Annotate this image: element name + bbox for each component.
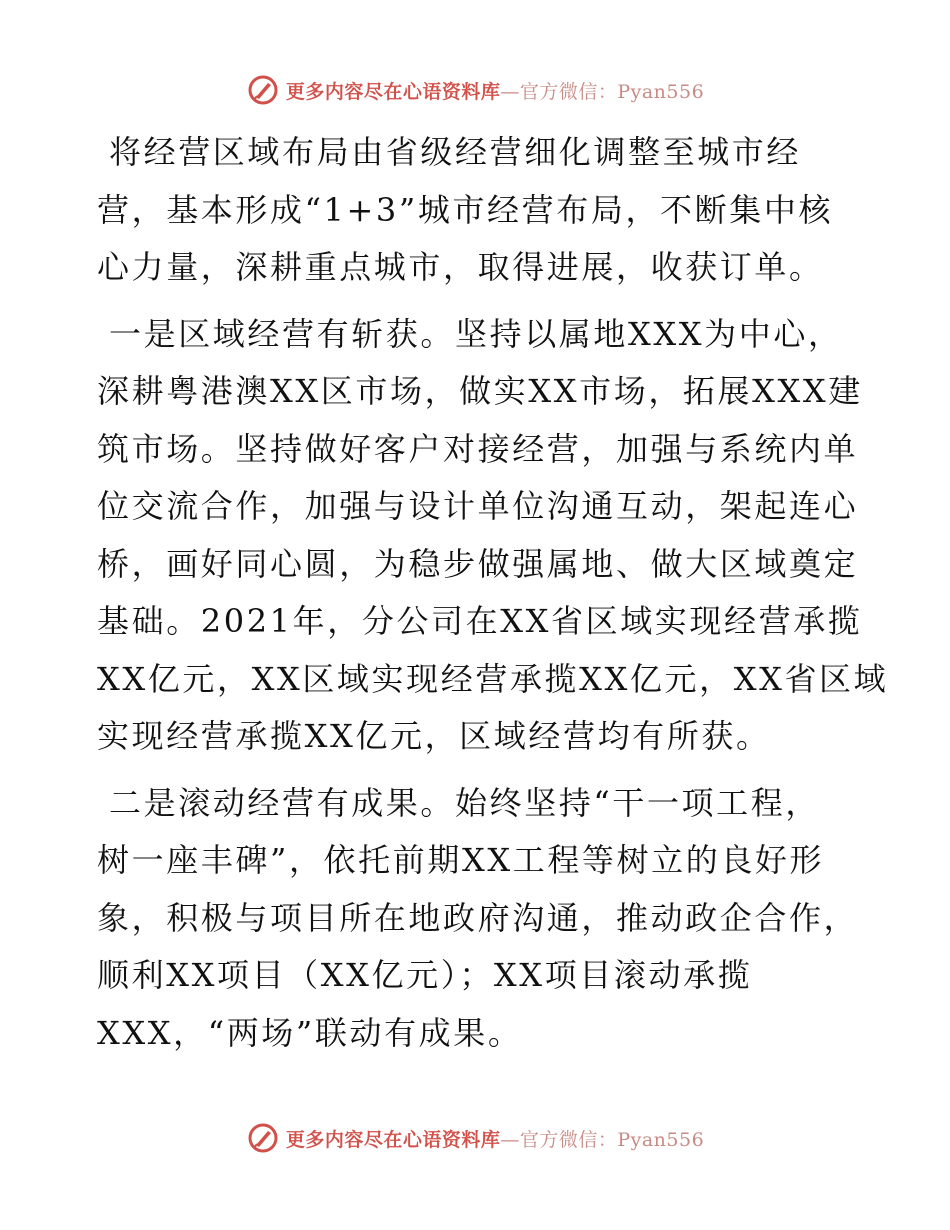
watermark-brand: 更多内容尽在心语资料库 <box>285 1128 501 1151</box>
text-line: XX亿元，XX区域实现经营承揽XX亿元，XX省区域 <box>97 659 889 698</box>
text-line: 实现经营承揽XX亿元，区域经营均有所获。 <box>97 717 771 755</box>
text-line: XXX，“两场”联动有成果。 <box>97 1013 523 1052</box>
text-line: 将经营区域布局由省级经营细化调整至城市经 <box>109 133 802 171</box>
text-line: 二是滚动经营有成果。始终坚持“干一项工程， <box>109 783 820 822</box>
text-line: 营，基本形成“1+3”城市经营布局，不断集中核 <box>97 190 834 229</box>
watermark-dash: — <box>500 80 520 103</box>
text-line: 深耕粤港澳XX区市场，做实XX市场，拓展XXX建 <box>97 372 863 410</box>
watermark-text <box>286 77 704 104</box>
text-line: 一是区域经营有斩获。坚持以属地XXX为中心， <box>109 314 843 353</box>
text-line: 顺利XX项目（XX亿元）；XX项目滚动承揽 <box>97 956 753 994</box>
paragraph-2 <box>97 306 889 766</box>
paragraph-3 <box>97 775 857 1063</box>
text-line: 基础。2021年，分公司在XX省区域实现经营承揽 <box>97 602 863 640</box>
text-line: 桥，画好同心圆，为稳步做强属地、做大区域奠定 <box>97 544 859 583</box>
header-watermark <box>0 70 950 110</box>
watermark-dash: — <box>500 1128 520 1151</box>
text-line: 心力量，深耕重点城市，取得进展，收获订单。 <box>97 248 824 286</box>
watermark-brand: 更多内容尽在心语资料库 <box>285 80 501 103</box>
text-line: 筑市场。坚持做好客户对接经营，加强与系统内单 <box>97 429 859 468</box>
paragraph-1 <box>97 124 857 297</box>
document-body <box>97 124 889 1071</box>
text-line: 象，积极与项目所在地政府沟通，推动政企合作， <box>97 898 859 937</box>
footer-watermark <box>0 1118 950 1158</box>
quill-logo-icon <box>246 73 280 107</box>
quill-logo-icon <box>246 1121 280 1155</box>
text-line: 位交流合作，加强与设计单位沟通互动，架起连心 <box>97 487 859 525</box>
watermark-contact: 官方微信：Pyan556 <box>519 80 705 103</box>
watermark-text <box>286 1125 704 1152</box>
text-line: 树一座丰碑”，依托前期XX工程等树立的良好形 <box>97 841 825 879</box>
watermark-contact: 官方微信：Pyan556 <box>519 1128 705 1151</box>
